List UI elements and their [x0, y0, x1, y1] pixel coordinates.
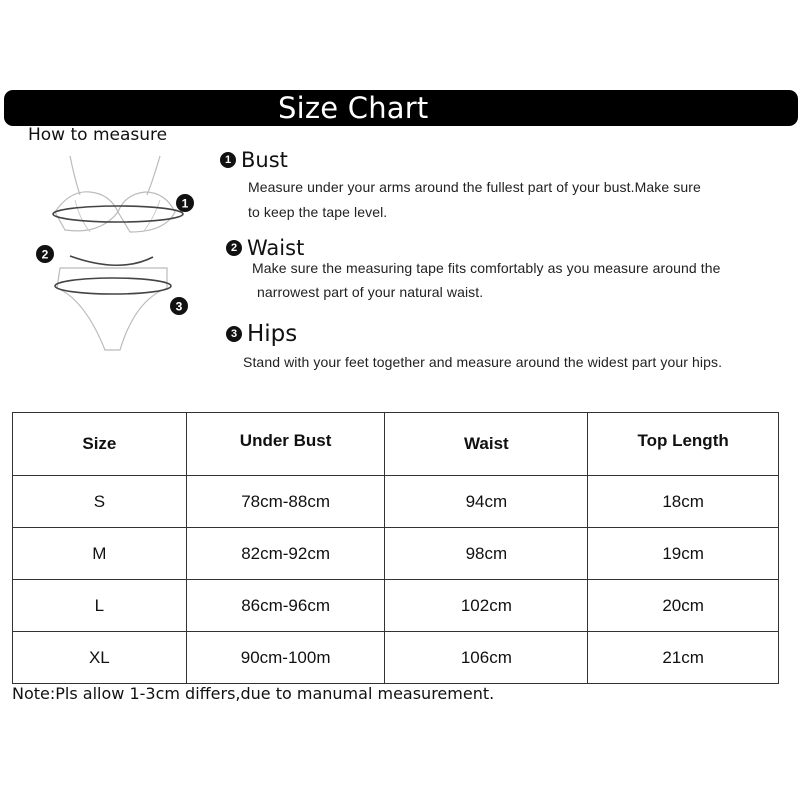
section-waist-desc-line1: Make sure the measuring tape fits comfortably as you measure around the [252, 260, 721, 276]
table-row [13, 632, 779, 684]
section-title: Hips [247, 321, 298, 347]
cell-waist: 94cm [385, 476, 588, 528]
number-2-icon: 2 [226, 240, 242, 256]
cell-top-length: 20cm [588, 580, 779, 632]
cell-size: XL [13, 632, 187, 684]
section-title: Waist [247, 236, 305, 260]
section-bust-heading [220, 147, 288, 173]
cell-size: L [13, 580, 187, 632]
number-1-icon: 1 [220, 152, 236, 168]
page-title: Size Chart [278, 91, 429, 125]
number-3-icon: 3 [226, 326, 242, 342]
cell-top-length: 19cm [588, 528, 779, 580]
svg-text:1: 1 [181, 196, 189, 211]
cell-size: M [13, 528, 187, 580]
marker-1-icon [176, 194, 194, 212]
svg-text:2: 2 [41, 247, 49, 262]
cell-waist: 98cm [385, 528, 588, 580]
cell-top-length: 21cm [588, 632, 779, 684]
table-row [13, 476, 779, 528]
cell-under-bust: 90cm-100m [186, 632, 385, 684]
header-under-bust: Under Bust [186, 413, 385, 476]
svg-text:3: 3 [175, 299, 183, 314]
section-hips-desc-line1: Stand with your feet together and measure around the widest part your hips. [243, 354, 723, 370]
section-bust-desc-line1: Measure under your arms around the fullest part of your bust.Make sure [248, 179, 701, 195]
cell-waist: 102cm [385, 580, 588, 632]
table-header-row [13, 413, 779, 476]
how-to-measure-label: How to measure [28, 125, 168, 145]
marker-2-icon [36, 245, 54, 263]
size-table [12, 412, 779, 684]
cell-waist: 106cm [385, 632, 588, 684]
section-bust-desc-line2: to keep the tape level. [248, 204, 388, 220]
cell-size: S [13, 476, 187, 528]
measurement-note: Note:Pls allow 1-3cm differs,due to manumal measurement. [12, 684, 495, 703]
section-title: Bust [241, 148, 288, 172]
header-size: Size [13, 413, 187, 476]
cell-top-length: 18cm [588, 476, 779, 528]
section-hips-heading [226, 321, 297, 347]
header-top-length: Top Length [588, 413, 779, 476]
cell-under-bust: 86cm-96cm [186, 580, 385, 632]
header-waist: Waist [385, 413, 588, 476]
table-row [13, 528, 779, 580]
cell-under-bust: 82cm-92cm [186, 528, 385, 580]
bikini-measurement-illustration [25, 150, 215, 365]
marker-3-icon [170, 297, 188, 315]
table-row [13, 580, 779, 632]
section-waist-desc-line2: narrowest part of your natural waist. [257, 284, 484, 300]
cell-under-bust: 78cm-88cm [186, 476, 385, 528]
